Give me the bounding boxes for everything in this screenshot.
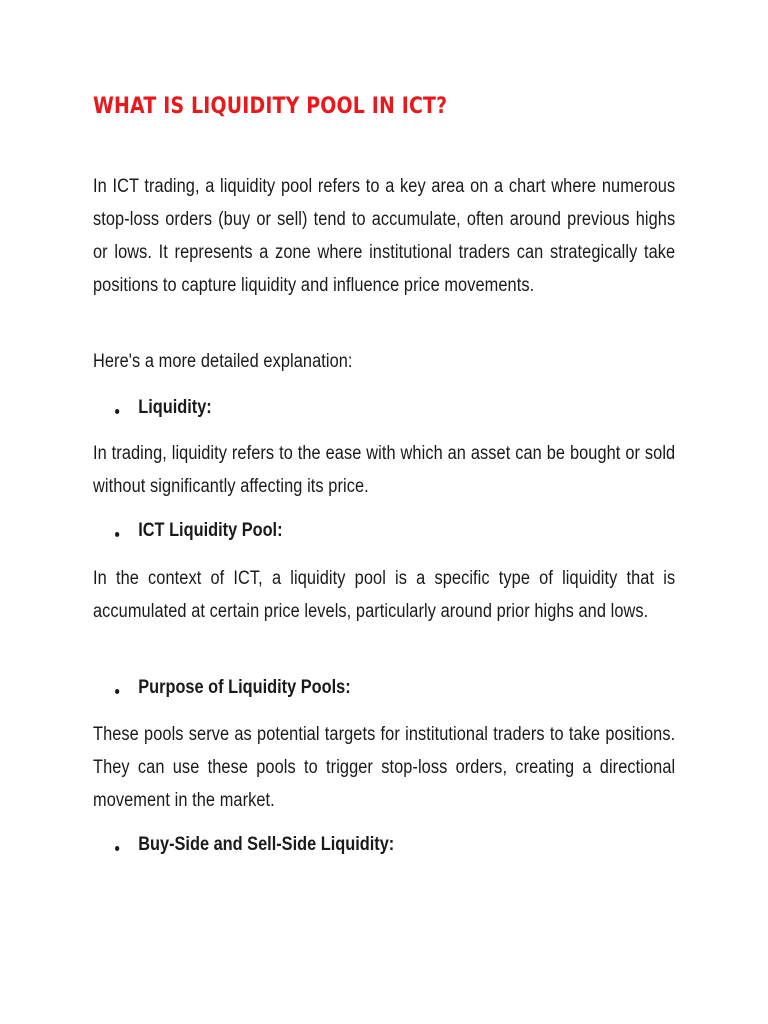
bullet-liquidity — [115, 393, 212, 423]
section-paragraph-ict-liquidity-pool: In the context of ICT, a liquidity pool is a specific type of liquidity that is accumulated at certain price levels, particularly around prior highs and lows. — [93, 568, 676, 622]
bullet-heading: Liquidity: — [138, 397, 212, 418]
bullet-dot-icon — [115, 846, 119, 851]
document-title: WHAT IS LIQUIDITY POOL IN ICT? — [93, 94, 448, 119]
lead-paragraph: Here's a more detailed explanation: — [93, 351, 353, 372]
section-paragraph-liquidity: In trading, liquidity refers to the ease with which an asset can be bought or sold without significantly affecting its price. — [93, 443, 676, 497]
intro-paragraph: In ICT trading, a liquidity pool refers to a key area on a chart where numerous stop-loss orders (buy or sell) tend to accumulate, often around previous highs or lows. It represents a zone where institutional traders can strategically take positions to capture liquidity and influence price movements. — [93, 176, 676, 296]
bullet-ict-liquidity-pool — [115, 516, 283, 546]
bullet-dot-icon — [115, 689, 119, 694]
bullet-heading: Buy-Side and Sell-Side Liquidity: — [138, 834, 395, 855]
bullet-dot-icon — [115, 532, 119, 537]
bullet-heading: ICT Liquidity Pool: — [138, 520, 283, 541]
bullet-buy-side-sell-side-liquidity — [115, 830, 394, 860]
bullet-purpose-of-liquidity-pools — [115, 673, 351, 703]
bullet-heading: Purpose of Liquidity Pools: — [138, 677, 351, 698]
bullet-dot-icon — [115, 409, 119, 414]
section-paragraph-purpose: These pools serve as potential targets for institutional traders to take positions. They can use these pools to trigger stop-loss orders, creating a directional movement in the market. — [93, 724, 676, 811]
